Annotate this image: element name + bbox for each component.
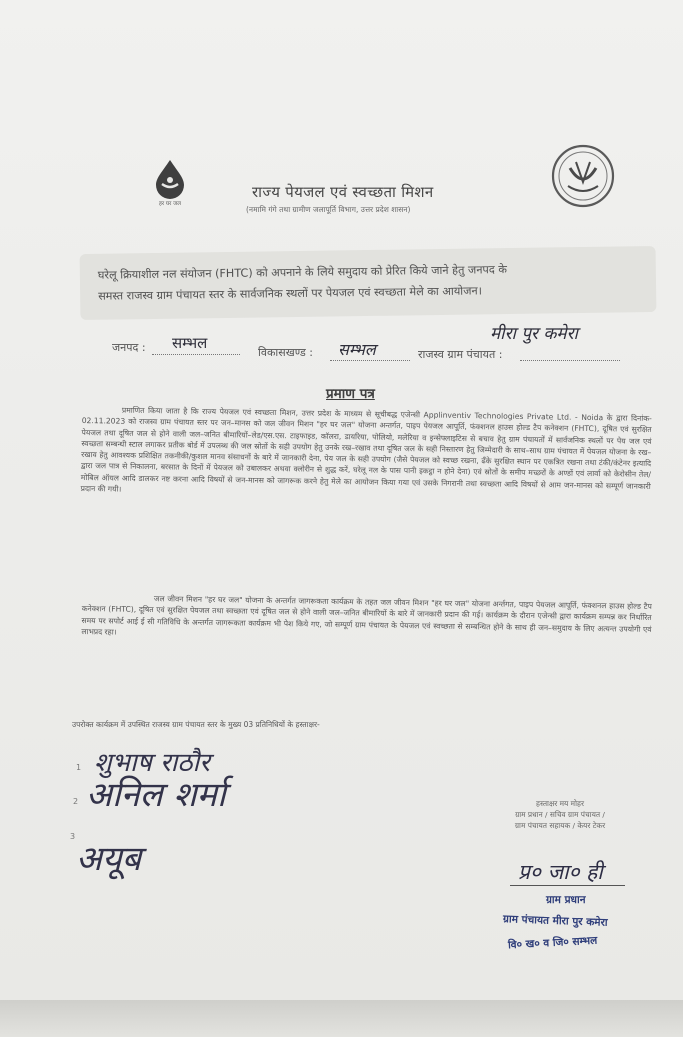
signature-2: अनिल शर्मा	[86, 775, 226, 815]
paragraph-2-text: जल जीवन मिशन "हर घर जल" योजना के अन्तर्गत जागरूकता कार्यक्रम के तहत जल जीवन मिशन "हर घर जल" योजना अर्न्तगत, पाइप पेयजल आपूर्ति, फंक्शनल हाउस होल्ड टैप कनेक्शन (FHTC), दूषित एवं सुरक्षित पेयजल तथा स्वच्छता एवं दूषित जल से होने वाली जल–जनित बीमारियों के बारे में जानकारी प्रदान की गई। कार्यक्रम के दौरान एजेन्सी द्वारा कार्यक्रम सम्पन्न कर निर्धारित समय पर सपोर्ट आई ई सी गतिविधि के अन्तर्गत जागरूकता कार्यक्रम भी पेश किये गए, जो सम्पूर्ण ग्राम पंचायत के पेयजल एवं स्वच्छता से सम्बन्धित होने के साथ ही जन–समुदाय के लिए अत्यन्त उपयोगी एवं लाभप्रद रहा।	[81, 594, 652, 637]
sig-number-2: 2	[73, 797, 79, 806]
banner-line-1: घरेलू क्रियाशील नल संयोजन (FHTC) को अपनाने के लिये समुदाय को प्रेरित किये जाने हेतु जनपद के	[97, 263, 508, 282]
pradhan-signature: प्र० जा० ही	[518, 860, 603, 884]
village-label: राजस्व ग्राम पंचायत :	[418, 348, 503, 361]
har-ghar-jal-logo	[140, 158, 200, 214]
block-value: सम्भल	[338, 340, 376, 359]
certificate-paragraph-1	[81, 404, 652, 503]
table-surface	[0, 1000, 683, 1037]
block-label: विकासखण्ड :	[258, 346, 314, 359]
village-underline	[520, 360, 620, 361]
district-label: जनपद :	[112, 341, 146, 354]
signature-line	[510, 885, 625, 886]
signature-1: शुभाष राठौर	[94, 748, 210, 778]
paragraph-1-text: प्रमाणित किया जाता है कि राज्य पेयजल एवं स्वच्छता मिशन, उत्तर प्रदेश के माध्यम से सूचीबद्ध एजेन्सी Applinventiv Technologies Private Ltd. - Noida के द्वारा दिनांक- 02.11.2023 को राजस्व ग्राम पंचायत स्तर पर जन–मानस को जल जीवन मिशन "हर घर जल" योजना अन्तर्गत, पाइप पेयजल आपूर्ति, फंक्शनल हाउस होल्ड टैप कनेक्शन (FHTC), दूषित एवं सुरक्षित पेयजल तथा दूषित जल से होने वाली जल–जनित बीमारियों–लेड/एस.एस. टाइफाइड, कॉलरा, डायरिया, पोलियो, मलेरिया व इन्सेफ्लाइटिस से बचाव हेतु ग्राम पंचायतों में सार्वजनिक स्थलों पर पेय जल एवं स्वच्छता सम्बन्धी स्टाल लगाकर प्रतीक बोर्ड में उपलब्ध की जल स्रोतों के सही उपयोग हेतु उनके रख–रखाव तथा दूषित जल के सही निस्तारण हेतु जिम्मेदारी के साथ–साथ ग्राम पंचायत में पेयजल योजना के रख–रखाव हेतु आवश्यक प्रशिक्षित तकनीकी/कुशल मानव संसाधनों के बारे में जानकारी देना, पेय जल के सही उपयोग (जैसे पेयजल को स्वच्छ रखना, ढँके सुरक्षित स्थान पर एकत्रित रखना तथा टंकी/कंटेनर इत्यादि द्वारा जल पात्र से निकालना, बरसात के दिनों में पेयजल को उबालकर अथवा क्लोरीन से शुद्ध करें, घरेलू नल के पास पानी इकट्ठा न होने देना) एवं स्रोतों के समीप मच्छरों के अण्डों एवं लार्वा को केरोसीन तेल/मोबिल ऑयल आदि डालकर नष्ट करना आदि विषयों से जन-मानस को जागरूक करने हेतु मेले का आयोजन किया गया एवं उसके निगरानी तथा स्वच्छता आदि विषयों से आम जन-मानस को सम्पूर्ण जानकारी प्रदान की गयी।	[80, 405, 652, 494]
stamp-caption-line-2: ग्राम प्रधान / सचिव ग्राम पंचायत /	[515, 810, 605, 819]
stamp-caption-line-3: ग्राम पंचायत सहायक / केयर टेकर	[514, 821, 606, 830]
sig-number-1: 1	[76, 763, 82, 772]
signatures-intro: उपरोक्त कार्यक्रम में उपस्थित राजस्व ग्राम पंचायत स्तर के मुख्य 03 प्रतिनिधियों के हस्ताक्षर-	[72, 720, 320, 729]
district-value: सम्भल	[172, 334, 208, 352]
banner-line-2: समस्त राजस्व ग्राम पंचायत स्तर के सार्वजनिक स्थलों पर पेयजल एवं स्वच्छता मेले का आयोजन।	[98, 284, 482, 303]
stamp-line-2: ग्राम पंचायत मीरा पुर कमेरा	[502, 913, 608, 929]
left-logo-text: हर घर जल	[159, 201, 181, 207]
sig-number-3: 3	[70, 832, 76, 841]
stamp-line-1: ग्राम प्रधान	[546, 894, 586, 906]
org-title: राज्य पेयजल एवं स्वच्छता मिशन	[252, 183, 434, 201]
village-value: मीरा पुर कमेरा	[490, 324, 578, 344]
stamp-caption-line-1: हस्ताक्षर मय मोहर	[536, 799, 584, 808]
up-government-emblem	[548, 142, 618, 210]
certificate-paragraph-2	[81, 592, 652, 646]
district-underline	[152, 354, 240, 355]
stamp-caption	[475, 798, 645, 831]
event-banner	[80, 246, 657, 320]
stamp-line-3: वि० ख० व जि० सम्भल	[507, 934, 598, 952]
signature-3: अयूब	[76, 839, 142, 879]
block-underline	[330, 360, 410, 361]
certificate-heading: प्रमाण पत्र	[326, 386, 375, 402]
org-subtitle: (नमामि गंगे तथा ग्रामीण जलापूर्ति विभाग, उत्तर प्रदेश शासन)	[246, 205, 411, 214]
